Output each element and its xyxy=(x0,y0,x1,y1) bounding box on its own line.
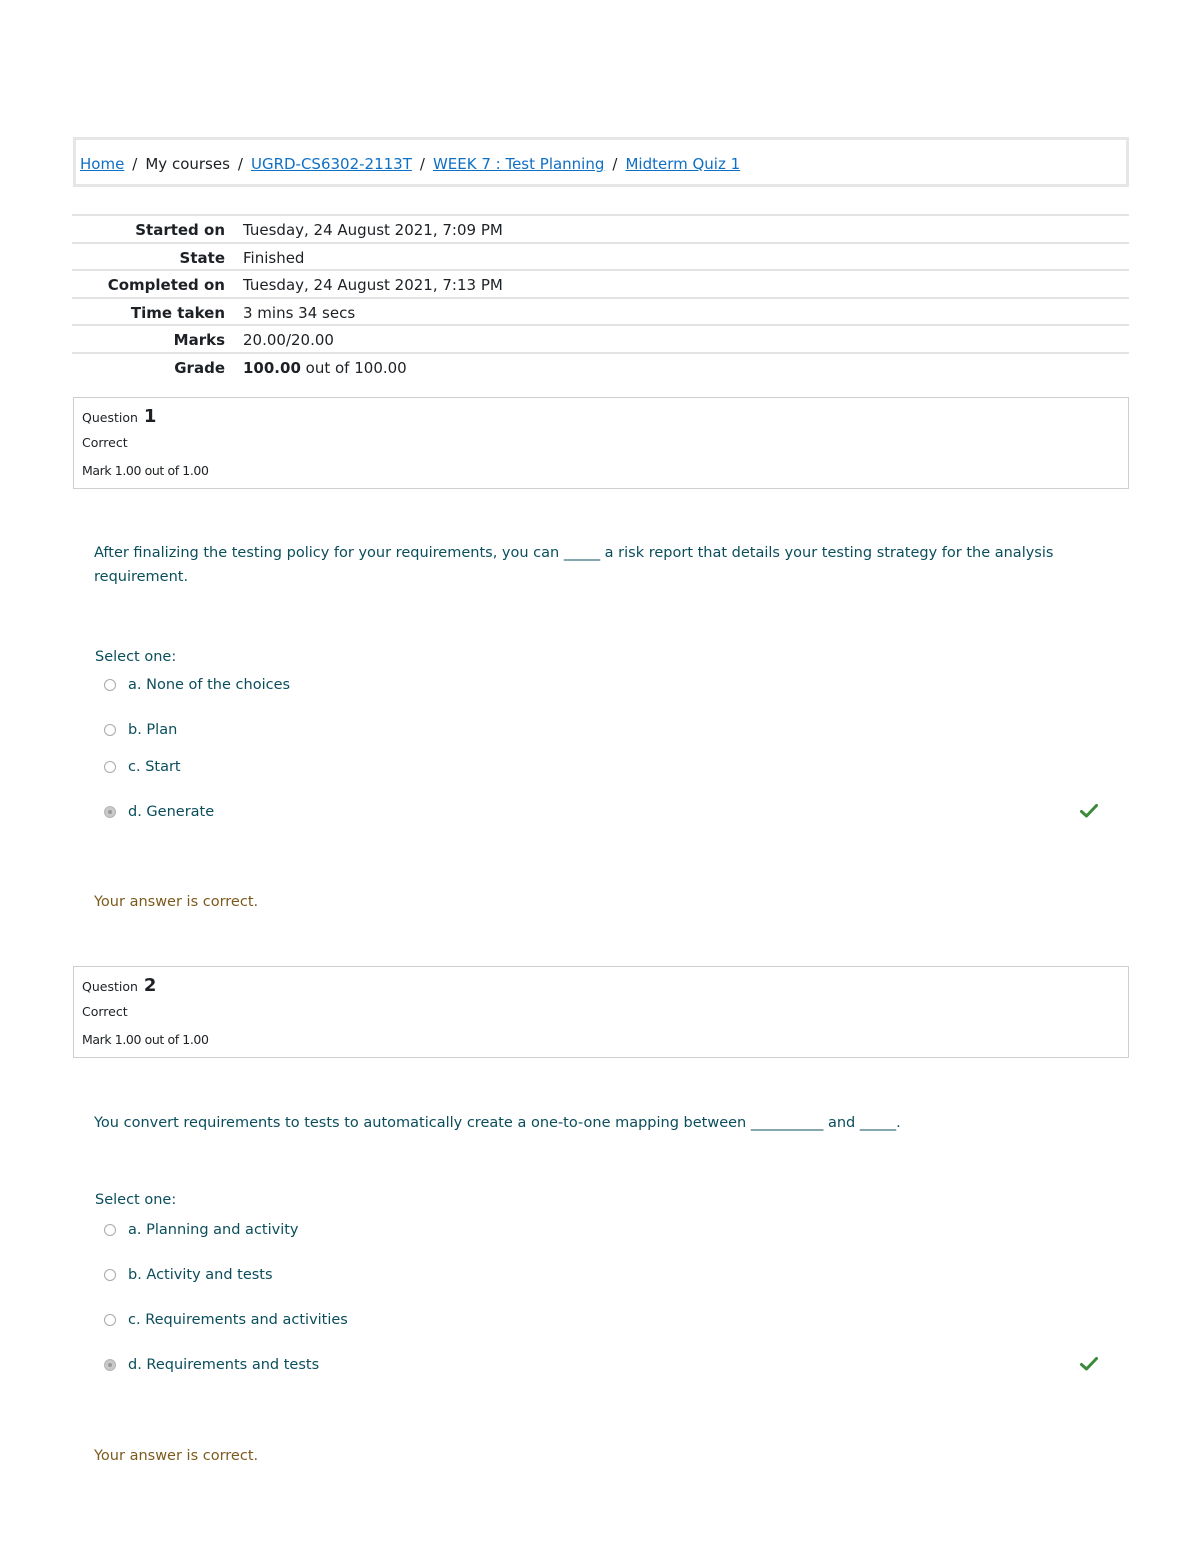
radio-button-checked[interactable] xyxy=(104,1359,116,1371)
summary-row-started xyxy=(72,214,1129,242)
radio-button[interactable] xyxy=(104,1224,116,1236)
grade-score: 100.00 xyxy=(243,358,301,377)
breadcrumb-course-link[interactable]: UGRD-CS6302-2113T xyxy=(250,155,412,173)
question-info-box xyxy=(73,397,1129,489)
breadcrumb-quiz-link[interactable]: Midterm Quiz 1 xyxy=(625,155,741,173)
grade-label: Grade xyxy=(174,358,225,377)
question-info-box xyxy=(73,966,1129,1058)
radio-button[interactable] xyxy=(104,679,116,691)
radio-button[interactable] xyxy=(104,724,116,736)
breadcrumb-home-link[interactable]: Home xyxy=(80,155,125,173)
breadcrumb-separator: / xyxy=(237,155,243,173)
select-one-prompt: Select one: xyxy=(95,649,177,665)
question-text: After finalizing the testing policy for your requirements, you can _____ a risk report that details your testing strategy for the analysis requirement. xyxy=(94,545,1054,585)
summary-row-state xyxy=(72,242,1129,270)
grade-value xyxy=(243,359,407,377)
breadcrumb-separator: / xyxy=(419,155,425,173)
breadcrumb-week-link[interactable]: WEEK 7 : Test Planning xyxy=(432,155,605,173)
answer-option-label: a. None of the choices xyxy=(128,677,291,693)
answer-feedback: Your answer is correct. xyxy=(94,1448,259,1464)
started-on-label: Started on xyxy=(135,221,225,239)
started-on-value: Tuesday, 24 August 2021, 7:09 PM xyxy=(243,221,503,239)
question-number: Question 2 xyxy=(82,975,157,996)
summary-row-grade xyxy=(72,352,1129,380)
question-state: Correct xyxy=(82,435,128,450)
completed-on-value: Tuesday, 24 August 2021, 7:13 PM xyxy=(243,276,503,294)
breadcrumb xyxy=(73,137,1129,187)
answer-option-label: d. Generate xyxy=(128,804,215,820)
time-taken-label: Time taken xyxy=(130,303,225,322)
state-label: State xyxy=(179,248,225,267)
answer-option-label: d. Requirements and tests xyxy=(128,1357,320,1373)
breadcrumb-separator: / xyxy=(612,155,618,173)
completed-on-label: Completed on xyxy=(107,276,225,294)
breadcrumb-my-courses: My courses xyxy=(145,155,230,173)
answer-option-label: c. Requirements and activities xyxy=(128,1312,348,1328)
correct-check-icon xyxy=(1080,803,1098,819)
question-grade: Mark 1.00 out of 1.00 xyxy=(82,463,209,478)
marks-label: Marks xyxy=(173,331,225,349)
select-one-prompt: Select one: xyxy=(95,1192,177,1208)
answer-option-label: a. Planning and activity xyxy=(128,1222,299,1238)
answer-option-label: b. Plan xyxy=(128,722,178,738)
summary-row-time xyxy=(72,297,1129,325)
marks-value: 20.00/20.00 xyxy=(243,331,334,349)
time-taken-value: 3 mins 34 secs xyxy=(243,303,356,322)
question-number: Question 1 xyxy=(82,406,157,427)
question-text: You convert requirements to tests to automatically create a one-to-one mapping between __________ and _____. xyxy=(94,1115,901,1131)
answer-option-label: c. Start xyxy=(128,759,181,775)
answer-feedback: Your answer is correct. xyxy=(94,894,259,910)
attempt-summary-table xyxy=(72,214,1129,379)
grade-out-of: out of 100.00 xyxy=(305,358,407,377)
radio-button[interactable] xyxy=(104,1314,116,1326)
breadcrumb-separator: / xyxy=(132,155,138,173)
summary-row-marks xyxy=(72,324,1129,352)
summary-row-completed xyxy=(72,269,1129,297)
correct-check-icon xyxy=(1080,1356,1098,1372)
radio-button[interactable] xyxy=(104,761,116,773)
question-state: Correct xyxy=(82,1004,128,1019)
radio-button[interactable] xyxy=(104,1269,116,1281)
state-value: Finished xyxy=(243,248,305,267)
question-grade: Mark 1.00 out of 1.00 xyxy=(82,1032,209,1047)
answer-option-label: b. Activity and tests xyxy=(128,1267,273,1283)
radio-button-checked[interactable] xyxy=(104,806,116,818)
